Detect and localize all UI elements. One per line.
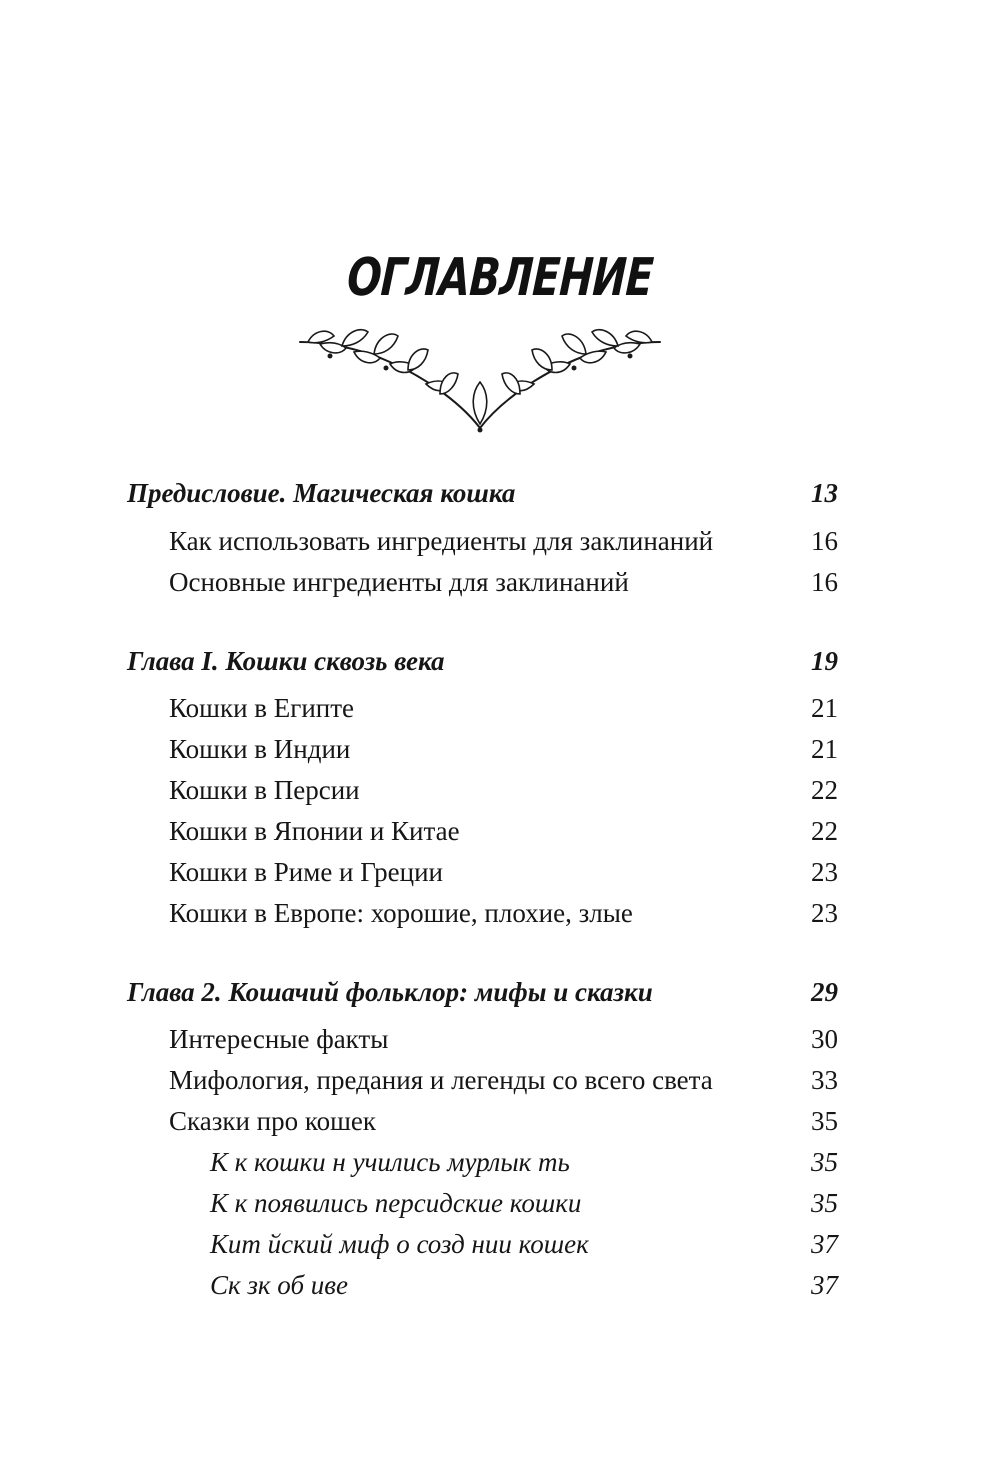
toc-entry-label: Основные ингредиенты для заклинаний — [169, 567, 629, 597]
toc-entry-label: Сказки про кошек — [169, 1106, 377, 1136]
toc-entry-page-number: 37 — [811, 1229, 838, 1259]
toc-entry-section — [0, 1106, 1000, 1146]
toc-entry-label: Мифология, предания и легенды со всего света — [169, 1065, 713, 1095]
toc-entry-page-number: 29 — [811, 977, 838, 1007]
toc-entry-label: Кошки в Персии — [169, 775, 360, 805]
toc-entry-section — [0, 1065, 1000, 1105]
toc-entry-label: К к появились персидские кошки — [210, 1188, 582, 1218]
toc-entry-chapter — [0, 977, 1000, 1017]
toc-entry-section — [0, 775, 1000, 815]
toc-entry-page-number: 21 — [811, 734, 838, 764]
toc-entry-page-number: 23 — [811, 898, 838, 928]
toc-entry-label: Интересные факты — [169, 1024, 389, 1054]
toc-entry-subsection — [0, 1229, 1000, 1269]
toc-entry-page-number: 33 — [811, 1065, 838, 1095]
toc-entry-section — [0, 693, 1000, 733]
toc-entry-label: Кошки в Европе: хорошие, плохие, злые — [169, 898, 633, 928]
toc-entry-page-number: 22 — [811, 816, 838, 846]
toc-entry-section — [0, 857, 1000, 897]
toc-entry-subsection — [0, 1270, 1000, 1310]
toc-entry-section — [0, 898, 1000, 938]
toc-entry-page-number: 16 — [811, 567, 838, 597]
toc-entry-label: Кошки в Японии и Китае — [169, 816, 460, 846]
toc-entry-subsection — [0, 1147, 1000, 1187]
toc-entry-label: Глава 2. Кошачий фольклор: мифы и сказки — [127, 977, 653, 1007]
toc-entry-section — [0, 734, 1000, 774]
toc-entry-page-number: 22 — [811, 775, 838, 805]
toc-entry-label: Глава I. Кошки сквозь века — [127, 646, 445, 676]
toc-entry-page-number: 19 — [811, 646, 838, 676]
toc-entry-page-number: 13 — [811, 478, 838, 508]
toc-entry-label: Предисловие. Магическая кошка — [127, 478, 516, 508]
toc-entry-page-number: 21 — [811, 693, 838, 723]
toc-entry-page-number: 35 — [811, 1106, 838, 1136]
toc-entry-section — [0, 816, 1000, 856]
toc-entry-chapter — [0, 646, 1000, 686]
toc-entry-label: Кошки в Риме и Греции — [169, 857, 443, 887]
toc-entry-section — [0, 526, 1000, 566]
toc-entry-page-number: 37 — [811, 1270, 838, 1300]
toc-entry-subsection — [0, 1188, 1000, 1228]
toc-entry-page-number: 16 — [811, 526, 838, 556]
toc-entry-label: Кошки в Индии — [169, 734, 351, 764]
toc-entry-page-number: 23 — [811, 857, 838, 887]
page-title: ОГЛАВЛЕНИЕ — [345, 248, 655, 308]
toc-entry-label: Ск зк об иве — [210, 1270, 348, 1300]
toc-entry-page-number: 35 — [811, 1147, 838, 1177]
toc-entry-page-number: 30 — [811, 1024, 838, 1054]
toc-entry-label: К к кошки н учились мурлык ть — [210, 1147, 570, 1177]
toc-entry-label: Кит йский миф о созд нии кошек — [210, 1229, 589, 1259]
toc-entry-chapter — [0, 478, 1000, 518]
toc-entry-label: Кошки в Египте — [169, 693, 355, 723]
toc-entry-page-number: 35 — [811, 1188, 838, 1218]
toc-entry-label: Как использовать ингредиенты для заклинаний — [169, 526, 714, 556]
toc-entry-section — [0, 567, 1000, 607]
toc-entry-section — [0, 1024, 1000, 1064]
